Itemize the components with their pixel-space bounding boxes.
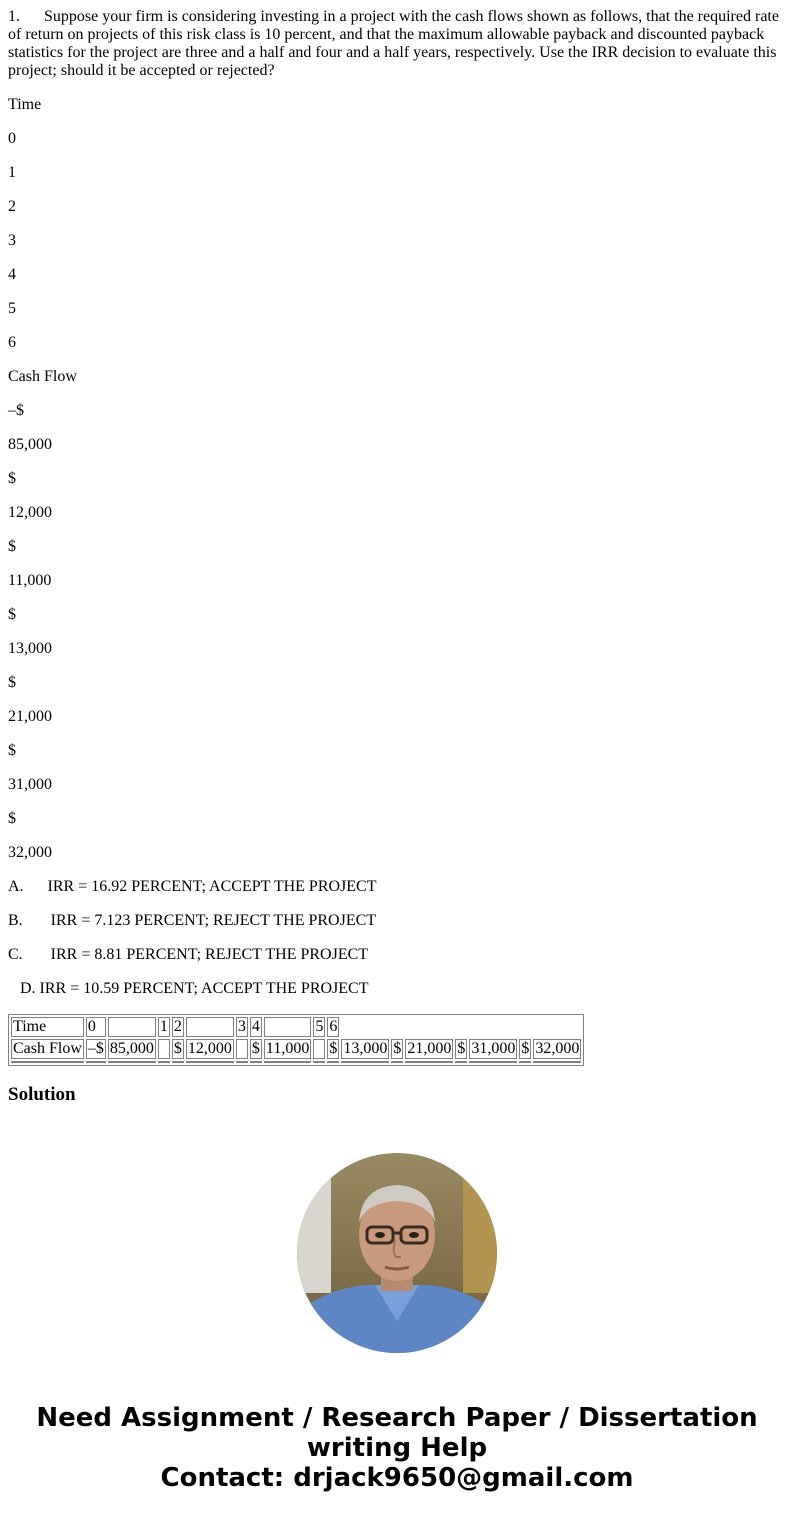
cash-amount-line: 21,000 bbox=[8, 708, 52, 725]
table-cell-empty bbox=[469, 1061, 517, 1063]
time-value-line: 3 bbox=[8, 232, 16, 249]
cash-amount-line: 12,000 bbox=[8, 504, 52, 521]
time-label-line: Time bbox=[8, 96, 42, 113]
table-cell-empty bbox=[405, 1061, 453, 1063]
promo-line-1: Need Assignment / Research Paper / Dissertation bbox=[36, 1403, 758, 1433]
cash-prefix-line: $ bbox=[8, 470, 16, 487]
table-cell-amount: 32,000 bbox=[535, 1040, 580, 1057]
cash-prefix-line: $ bbox=[8, 606, 16, 623]
table-cell-amount: 11,000 bbox=[265, 1040, 310, 1057]
time-value-line: 6 bbox=[8, 334, 16, 351]
table-cell-empty bbox=[341, 1061, 389, 1063]
cash-amount-line: 85,000 bbox=[8, 436, 52, 453]
table-cell-empty bbox=[313, 1061, 325, 1063]
table-cell-empty bbox=[236, 1061, 248, 1063]
author-photo-icon bbox=[297, 1153, 497, 1353]
time-value-line: 0 bbox=[8, 130, 16, 147]
table-cell-prefix: $ bbox=[457, 1040, 466, 1057]
table-cell-empty bbox=[313, 1039, 325, 1059]
cash-amount-line: 11,000 bbox=[8, 572, 52, 589]
cash-amount-line: 31,000 bbox=[8, 776, 52, 793]
table-cell-amount: 13,000 bbox=[343, 1040, 388, 1057]
table-cell-prefix: $ bbox=[329, 1040, 338, 1057]
answer-option-b: B. IRR = 7.123 PERCENT; REJECT THE PROJECT bbox=[8, 912, 377, 929]
cash-prefix-line: $ bbox=[8, 538, 16, 555]
table-cell-empty bbox=[264, 1061, 311, 1063]
table-cell-empty bbox=[186, 1061, 234, 1063]
table-cell-empty bbox=[11, 1061, 84, 1063]
table-cell-empty bbox=[158, 1039, 170, 1059]
promo-contact: Contact: drjack9650@gmail.com bbox=[160, 1463, 634, 1493]
table-cell-prefix: $ bbox=[173, 1040, 182, 1057]
table-cell-empty bbox=[455, 1061, 467, 1063]
table-cell-time: 2 bbox=[173, 1018, 182, 1035]
table-cell-empty bbox=[250, 1061, 262, 1063]
time-value-line: 4 bbox=[8, 266, 16, 283]
time-value-line: 2 bbox=[8, 198, 16, 215]
promo-banner bbox=[0, 1403, 794, 1493]
solution-heading: Solution bbox=[8, 1084, 76, 1105]
cash-flow-label-line: Cash Flow bbox=[8, 368, 77, 385]
table-cell-amount: 21,000 bbox=[407, 1040, 452, 1057]
time-value-line: 1 bbox=[8, 164, 16, 181]
table-cell-empty bbox=[327, 1061, 339, 1063]
table-cell-prefix: $ bbox=[521, 1040, 530, 1057]
table-cell-prefix: $ bbox=[251, 1040, 260, 1057]
table-cell-time: 1 bbox=[159, 1018, 168, 1035]
table-cell-empty bbox=[86, 1061, 106, 1063]
table-cell-time: 5 bbox=[315, 1018, 324, 1035]
table-cell-time-label: Time bbox=[11, 1017, 84, 1037]
promo-line-2: writing Help bbox=[306, 1433, 488, 1463]
cash-prefix-line: $ bbox=[8, 674, 16, 691]
table-cell-empty bbox=[108, 1061, 156, 1063]
table-cell-empty bbox=[158, 1061, 170, 1063]
cash-amount-line: 32,000 bbox=[8, 844, 52, 861]
table-cell-prefix: –$ bbox=[87, 1040, 104, 1057]
table-cell-empty bbox=[533, 1061, 581, 1063]
table-cell-empty bbox=[519, 1061, 531, 1063]
table-cell-empty bbox=[186, 1017, 234, 1037]
table-cell-empty bbox=[236, 1039, 248, 1059]
table-cell-empty bbox=[172, 1061, 184, 1063]
answer-option-a: A. IRR = 16.92 PERCENT; ACCEPT THE PROJECT bbox=[8, 878, 377, 895]
table-cell-amount: 31,000 bbox=[471, 1040, 516, 1057]
table-cell-amount: 12,000 bbox=[187, 1040, 232, 1057]
cash-amount-line: 13,000 bbox=[8, 640, 52, 657]
table-cell-empty bbox=[391, 1061, 403, 1063]
question-body: Suppose your firm is considering investing in a project with the cash flows shown as follows, that the required rate of return on projects of this risk class is 10 percent, and that the maximum allowable payback and discounted payback statistics for the project are three and a half and four and a half years, respectively. Use the IRR decision to evaluate this project; should it be accepted or rejected? bbox=[8, 8, 779, 79]
time-value-line: 5 bbox=[8, 300, 16, 317]
table-cell-time: 3 bbox=[237, 1018, 246, 1035]
cash-prefix-line: $ bbox=[8, 742, 16, 759]
question-text bbox=[8, 8, 786, 80]
question-number: 1. bbox=[8, 8, 20, 25]
table-row-time bbox=[11, 1017, 581, 1037]
table-cell-empty bbox=[264, 1017, 311, 1037]
table-row-spacer bbox=[11, 1061, 581, 1063]
table-row-cash-flow bbox=[11, 1039, 581, 1059]
cash-prefix-line: $ bbox=[8, 810, 16, 827]
table-cell-time: 0 bbox=[86, 1017, 106, 1037]
table-cell-cash-label: Cash Flow bbox=[13, 1040, 82, 1057]
table-cell-time: 6 bbox=[329, 1018, 338, 1035]
answer-option-d: D. IRR = 10.59 PERCENT; ACCEPT THE PROJECT bbox=[8, 980, 369, 997]
answer-option-c: C. IRR = 8.81 PERCENT; REJECT THE PROJECT bbox=[8, 946, 369, 963]
cash-flow-table bbox=[8, 1014, 584, 1066]
table-cell-empty bbox=[108, 1017, 156, 1037]
table-cell-time: 4 bbox=[251, 1018, 260, 1035]
table-cell-amount: 85,000 bbox=[109, 1040, 154, 1057]
cash-prefix-line: –$ bbox=[8, 402, 24, 419]
table-cell-prefix: $ bbox=[393, 1040, 402, 1057]
author-avatar bbox=[297, 1153, 497, 1353]
